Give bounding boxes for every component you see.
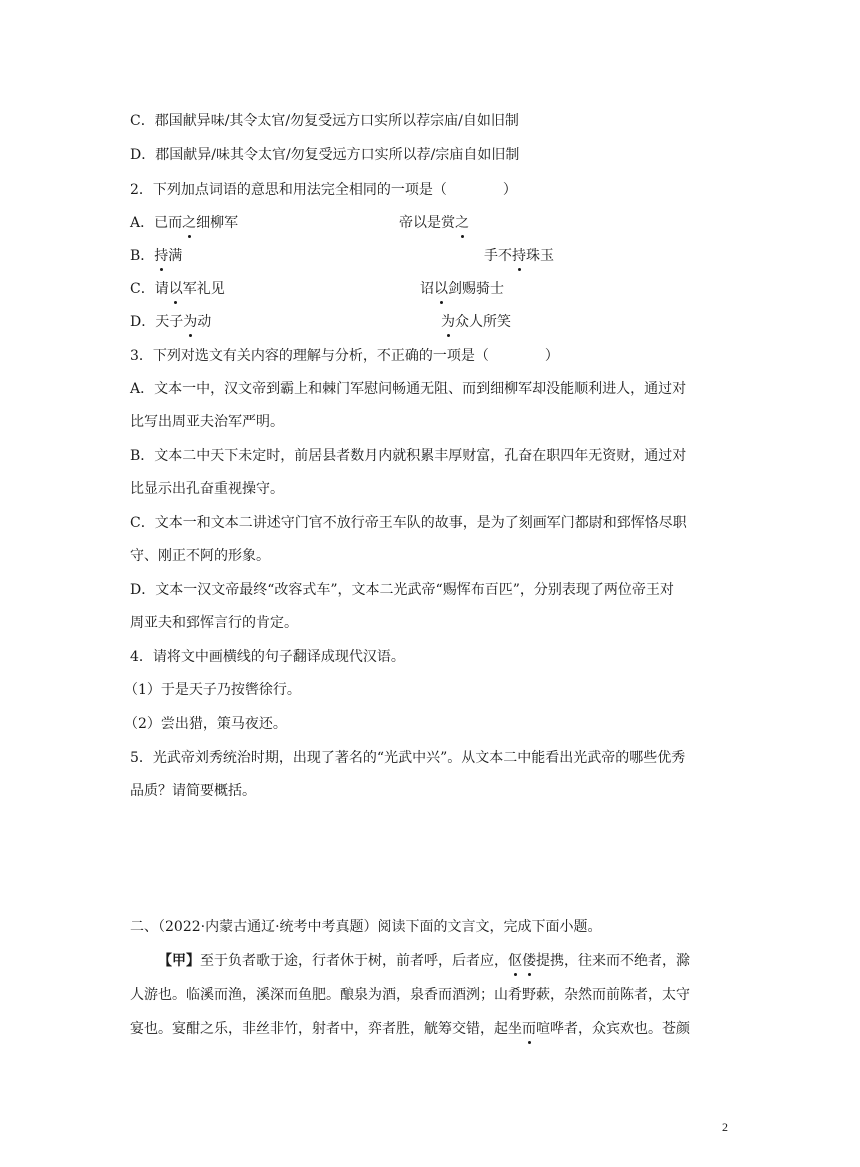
q1-option-c[interactable]: C．郡国献异味/其令太官/勿复受远方口实所以荐宗庙/自如旧制 — [130, 113, 519, 129]
dotted-word: 伛 — [508, 953, 522, 969]
q3-stem-text: 3．下列对选文有关内容的理解与分析，不正确的一项是（ — [130, 348, 489, 364]
q3-option-d-line2: 周亚夫和郅恽言行的肯定。 — [130, 615, 298, 631]
q2-a-left-post: 细柳军 — [196, 215, 239, 231]
q1-option-d[interactable]: D．郡国献异/味其令太官/勿复受远方口实所以荐/宗庙自如旧制 — [130, 147, 520, 163]
q2-b-left-dotted-word: 持 — [154, 248, 169, 264]
q3-stem-close: ） — [544, 348, 559, 364]
q2-c-left-dotted-word: 以 — [168, 281, 183, 297]
q3-option-b-line1[interactable]: B．文本二中天下未定时，前居县者数月内就积累丰厚财富，孔奋在职四年无资财，通过对 — [130, 448, 687, 464]
q4-item-1: （1）于是天子乃按辔徐行。 — [124, 682, 301, 698]
q5-stem-line2: 品质？请简要概括。 — [130, 783, 256, 799]
q2-option-b-left[interactable] — [130, 246, 182, 266]
q2-c-right-pre: 诏 — [420, 281, 434, 297]
q2-c-left-pre: C．请 — [130, 281, 169, 297]
q4-item-2: （2）尝出猎，策马夜还。 — [124, 716, 287, 732]
q2-b-right-post: 珠玉 — [526, 248, 554, 264]
q2-a-left-pre: A．已而 — [130, 215, 183, 231]
q3-stem — [130, 346, 559, 366]
section2-paragraph-line2: 人游也。临溪而渔，溪深而鱼肥。酿泉为酒，泉香而酒洌；山肴野蔌，杂然而前陈者，太守 — [130, 987, 690, 1003]
q2-c-right-dotted-word: 以 — [434, 281, 448, 297]
q2-d-left-post: 动 — [197, 314, 212, 330]
q2-stem-close: ） — [502, 182, 517, 198]
q2-d-right-post: 众人所笑 — [455, 314, 511, 330]
q2-option-b-right — [484, 246, 554, 266]
q5-stem-line1: 5．光武帝刘秀统治时期，出现了著名的“光武中兴”。从文本二中能看出光武帝的哪些优秀 — [130, 750, 686, 766]
passage-text: 宴也。宴酣之乐，非丝非竹，射者中，弈者胜，觥筹交错，起坐 — [130, 1021, 522, 1037]
q2-d-right-dotted-word: 为 — [441, 314, 455, 330]
q3-option-c-line2: 守、刚正不阿的形象。 — [130, 548, 270, 564]
q2-option-c-right — [420, 279, 504, 299]
passage-text: 提携，往来而不绝者，滁 — [536, 953, 690, 969]
q2-option-d-right — [441, 312, 511, 332]
q2-option-a-left[interactable] — [130, 213, 238, 233]
dotted-word: 偻 — [522, 953, 536, 969]
q2-b-right-dotted-word: 持 — [512, 248, 526, 264]
q4-stem: 4．请将文中画横线的句子翻译成现代汉语。 — [130, 649, 405, 665]
q3-option-c-line1[interactable]: C．文本一和文本二讲述守门官不放行帝王车队的故事，是为了刻画军门都尉和郅恽恪尽职 — [130, 515, 687, 531]
passage-text: 喧哗者，众宾欢也。苍颜 — [536, 1021, 690, 1037]
q3-option-a-line1[interactable]: A．文本一中，汉文帝到霸上和棘门军慰问畅通无阻、而到细柳军却没能顺利进人，通过对 — [130, 381, 687, 397]
passage-label: 【甲】 — [158, 953, 200, 969]
q2-b-left-post: 满 — [168, 248, 183, 264]
page-number: 2 — [722, 1120, 728, 1134]
q2-a-right-dotted-word: 之 — [455, 215, 469, 231]
q2-option-a-right — [399, 213, 469, 233]
q3-option-a-line2: 比写出周亚夫治军严明。 — [130, 414, 284, 430]
q2-c-right-post: 剑赐骑士 — [448, 281, 504, 297]
q3-option-b-line2: 比显示出孔奋重视操守。 — [130, 481, 284, 497]
q3-option-d-line1[interactable]: D．文本一汉文帝最终“改容式车”，文本二光武帝“赐恽布百匹”，分别表现了两位帝王对 — [130, 582, 674, 598]
q2-option-d-left[interactable] — [130, 312, 211, 332]
section2-heading: 二、（2022·内蒙古通辽·统考中考真题）阅读下面的文言文，完成下面小题。 — [130, 919, 602, 935]
passage-text: 至于负者歌于途，行者休于树，前者呼，后者应， — [200, 953, 508, 969]
q2-option-c-left[interactable] — [130, 279, 225, 299]
section2-paragraph-line3 — [130, 1019, 690, 1039]
section2-paragraph-line1 — [158, 951, 690, 971]
q2-c-left-post: 军礼见 — [182, 281, 225, 297]
q2-d-left-dotted-word: 为 — [183, 314, 198, 330]
q2-stem — [130, 180, 517, 200]
dotted-word: 而 — [522, 1021, 536, 1037]
q2-a-left-dotted-word: 之 — [182, 215, 197, 231]
q2-a-right-pre: 帝以是赏 — [399, 215, 455, 231]
q2-b-right-pre: 手不 — [484, 248, 512, 264]
q2-b-left-pre: B． — [130, 248, 155, 264]
q2-d-left-pre: D．天子 — [130, 314, 184, 330]
q2-stem-text: 2．下列加点词语的意思和用法完全相同的一项是（ — [130, 182, 447, 198]
